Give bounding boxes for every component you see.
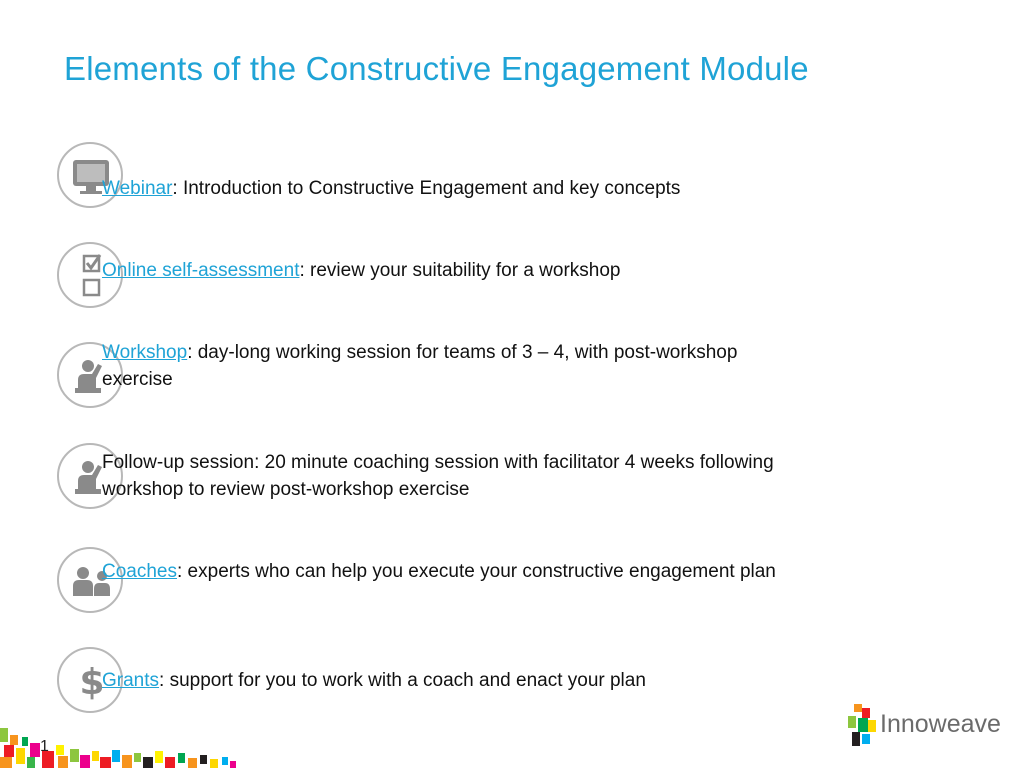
item-text: [102, 257, 812, 284]
item-description: : support for you to work with a coach and enact your plan: [159, 670, 646, 691]
item-description: Follow-up session: 20 minute coaching session with facilitator 4 weeks following workshop to review post-workshop exercise: [102, 452, 774, 500]
coaches-link[interactable]: Coaches: [102, 561, 177, 582]
item-text: [102, 175, 812, 202]
logo-text: Innoweave: [880, 710, 1001, 738]
item-text: [102, 667, 812, 694]
webinar-link[interactable]: Webinar: [102, 178, 173, 199]
slide-title: Elements of the Constructive Engagement Module: [64, 50, 809, 87]
decorative-mosaic: [0, 693, 240, 768]
item-description: : Introduction to Constructive Engagement and key concepts: [172, 178, 681, 199]
item-text: [102, 449, 812, 503]
logo-mark-icon: [846, 704, 878, 750]
item-text: [102, 339, 812, 393]
workshop-link[interactable]: Workshop: [102, 342, 188, 363]
item-description: : experts who can help you execute your constructive engagement plan: [177, 561, 776, 582]
grants-link[interactable]: Grants: [102, 670, 160, 691]
item-description: : review your suitability for a workshop: [299, 260, 621, 281]
page-number: 1: [40, 738, 49, 755]
item-text: [102, 558, 812, 585]
item-description: : day-long working session for teams of 3 – 4, with post-workshop exercise: [102, 342, 738, 390]
self-assessment-link[interactable]: Online self-assessment: [102, 260, 300, 281]
innoweave-logo: [846, 704, 1006, 752]
svg-text:$: $: [79, 662, 105, 703]
